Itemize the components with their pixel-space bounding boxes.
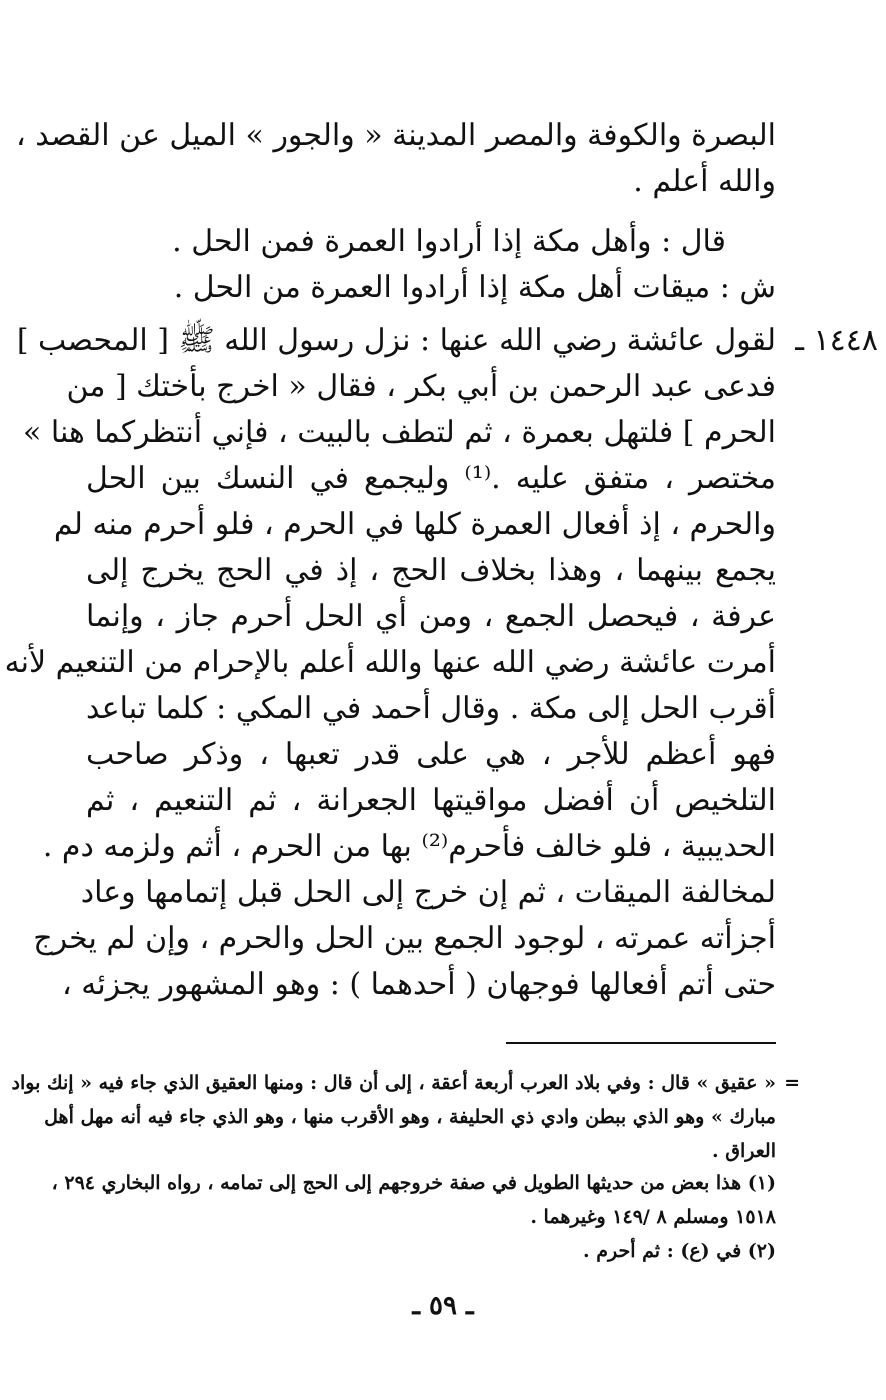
text-line: لمخالفة الميقات ، ثم إن خرج إلى الحل قبل إتمامها وعاد	[80, 875, 776, 910]
text-line: فهو أعظم للأجر ، هي على قدر تعبها ، وذكر صاحب	[86, 737, 776, 772]
page-number: ـ ٥٩ ـ	[412, 1291, 474, 1321]
text-line: والحرم ، إذ أفعال العمرة كلها في الحرم ، فلو أحرم منه لم	[53, 507, 776, 542]
text-line: والله أعلم .	[633, 164, 776, 199]
footnote-line: العراق .	[712, 1140, 776, 1162]
text-line: الحرم ] فلتهل بعمرة ، ثم لتطف بالبيت ، فإني أنتظركما هنا »	[22, 415, 776, 450]
footnote-1: (١) هذا بعض من حديثها الطويل في صفة خروجهم إلى الحج إلى تمامه ، رواه البخاري ٢٩٤ ،	[51, 1172, 776, 1194]
footnote-2: (٢) في (ع) : ثم أحرم .	[583, 1240, 776, 1262]
text-line: لقول عائشة رضي الله عنها : نزل رسول الله ﷺ [ المحصب ]	[16, 323, 776, 358]
footnote-line: مبارك » وهو الذي ببطن وادي ذي الحليفة ، وهو الأقرب منها ، وهو الذي جاء فيه أنه مهل أهل	[44, 1106, 776, 1128]
text-line: أجزأته عمرته ، لوجود الجمع بين الحل والحرم ، وإن لم يخرج	[33, 921, 776, 956]
footnote-line: « عقيق » قال : وفي بلاد العرب أربعة أعقة ، إلى أن قال : ومنها العقيق الذي جاء فيه « إنك بواد	[11, 1072, 776, 1094]
text-line: مختصر ، متفق عليه .⁽¹⁾ وليجمع في النسك بين الحل	[86, 461, 777, 496]
text-line: البصرة والكوفة والمصر المدينة « والجور » الميل عن القصد ،	[15, 118, 776, 153]
text-line: فدعى عبد الرحمن بن أبي بكر ، فقال « اخرج بأختك [ من	[66, 369, 776, 404]
text-line: عرفة ، فيحصل الجمع ، ومن أي الحل أحرم جاز ، وإنما	[86, 599, 776, 634]
footnote-separator	[506, 1042, 776, 1044]
footnote-continuation-marker: =	[784, 1072, 800, 1094]
text-line: الحديبية ، فلو خالف فأحرم⁽²⁾ بها من الحرم ، أثم ولزمه دم .	[42, 829, 776, 864]
text-line: التلخيص أن أفضل مواقيتها الجعرانة ، ثم التنعيم ، ثم	[86, 783, 776, 818]
text-line: ش : ميقات أهل مكة إذا أرادوا العمرة من الحل .	[173, 270, 776, 305]
entry-number: ١٤٤٨ ـ	[795, 323, 878, 358]
text-line: حتى أتم أفعالها فوجهان ( أحدهما ) : وهو المشهور يجزئه ،	[62, 967, 776, 1002]
footnote-1-continuation: ١٥١٨ ومسلم ٨ /١٤٩ وغيرهما .	[530, 1206, 776, 1228]
text-line: أقرب الحل إلى مكة . وقال أحمد في المكي : كلما تباعد	[86, 691, 776, 726]
text-line: قال : وأهل مكة إذا أرادوا العمرة فمن الحل .	[172, 224, 726, 259]
text-line: يجمع بينهما ، وهذا بخلاف الحج ، إذ في الحج يخرج إلى	[86, 553, 776, 588]
text-line: أمرت عائشة رضي الله عنها والله أعلم بالإحرام من التنعيم لأنه	[4, 645, 776, 680]
